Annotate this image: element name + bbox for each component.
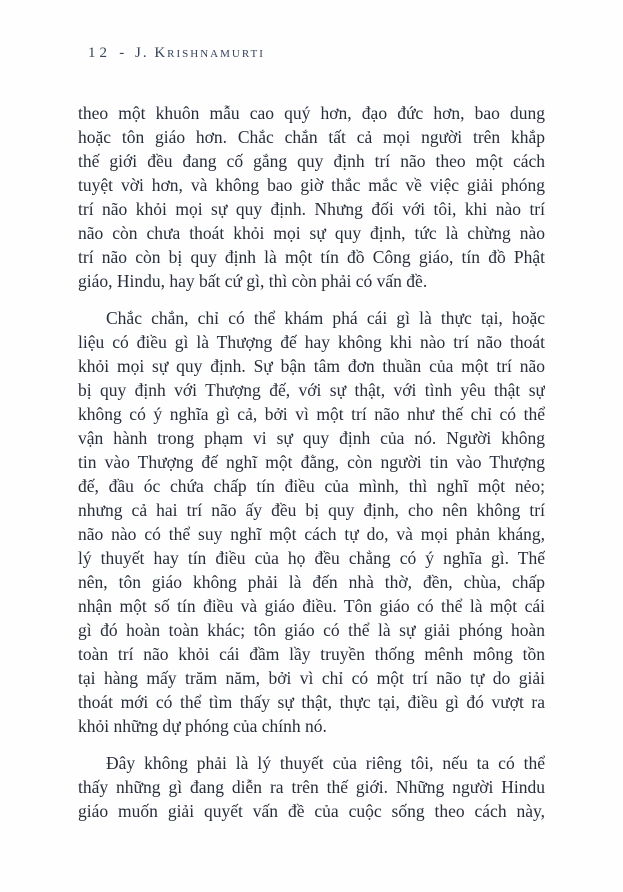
text-line: vận hành trong phạm vi sự quy định của nó. Người không bbox=[78, 428, 545, 448]
text-line: lý thuyết hay tín điều của họ đều chẳng có ý nghĩa gì. Thế bbox=[78, 548, 545, 568]
text-line: nhận một số tín điều và giáo điều. Tôn giáo có thể là một cái bbox=[78, 596, 545, 616]
text-line: nên, tôn giáo không phải là đến nhà thờ, đền, chùa, chấp bbox=[78, 572, 545, 592]
header-author: J. Krishnamurti bbox=[135, 45, 265, 61]
text-line: giáo, Hindu, hay bất cứ gì, thì còn phải có vấn đề. bbox=[78, 271, 428, 291]
text-line: Đây không phải là lý thuyết của riêng tôi, nếu ta có thể bbox=[106, 753, 545, 773]
text-line: khỏi mọi sự quy định. Sự bận tâm đơn thuần của một trí não bbox=[78, 356, 545, 376]
text-line: não nào có thể suy nghĩ một cách tự do, và mọi phản kháng, bbox=[78, 524, 545, 544]
text-line: theo một khuôn mẫu cao quý hơn, đạo đức hơn, bao dung bbox=[78, 103, 545, 123]
page-number: 12 bbox=[88, 45, 111, 61]
text-line: giáo muốn giải quyết vấn đề của cuộc sống theo cách này, bbox=[78, 801, 545, 821]
text-line: không có ý nghĩa gì cả, bởi vì một trí não như thế chỉ có thể bbox=[78, 404, 545, 424]
text-line: đế, đầu óc chứa chấp tín điều của mình, thì nghĩ một nẻo; bbox=[78, 476, 545, 496]
paragraph bbox=[78, 306, 545, 738]
text-line: tin vào Thượng đế nghĩ một đằng, còn người tin vào Thượng bbox=[78, 452, 545, 472]
text-line: trí não còn bị quy định là một tín đồ Công giáo, tín đồ Phật bbox=[78, 247, 545, 267]
running-header bbox=[88, 45, 265, 62]
text-line: bị quy định với Thượng đế, với sự thật, với tình yêu thật sự bbox=[78, 380, 545, 400]
text-line: khỏi những dự phóng của chính nó. bbox=[78, 716, 327, 736]
text-line: hoặc tôn giáo hơn. Chắc chắn tất cả mọi người trên khắp bbox=[78, 127, 545, 147]
header-separator: - bbox=[119, 45, 127, 61]
text-line: não còn chưa thoát khỏi mọi sự quy định, tức là chừng nào bbox=[78, 223, 545, 243]
text-line: gì đó hoàn toàn khác; tôn giáo có thể là sự giải phóng hoàn bbox=[78, 620, 545, 640]
text-line: tuyệt vời hơn, và không bao giờ thắc mắc về việc giải phóng bbox=[78, 175, 545, 195]
text-line: nhưng cả hai trí não ấy đều bị quy định, cho nên không trí bbox=[78, 500, 545, 520]
text-line: thế giới đều đang cố gắng quy định trí não theo một cách bbox=[78, 151, 545, 171]
page-body bbox=[78, 101, 545, 823]
paragraph bbox=[78, 751, 545, 823]
text-line: liệu có điều gì là Thượng đế hay không khi nào trí não thoát bbox=[78, 332, 545, 352]
text-line: thoát mới có thể tìm thấy sự thật, thực tại, điều gì đó vượt ra bbox=[78, 692, 545, 712]
text-line: Chắc chắn, chỉ có thể khám phá cái gì là thực tại, hoặc bbox=[106, 308, 545, 328]
text-line: thấy những gì đang diễn ra trên thế giới. Những người Hindu bbox=[78, 777, 545, 797]
paragraph bbox=[78, 101, 545, 293]
text-line: tại hàng mấy trăm năm, bởi vì chỉ có một trí não tự do giải bbox=[78, 668, 545, 688]
text-line: trí não khỏi mọi sự quy định. Nhưng đối với tôi, khi nào trí bbox=[78, 199, 545, 219]
text-line: toàn trí não khỏi cái đầm lầy truyền thống mênh mông tồn bbox=[78, 644, 545, 664]
